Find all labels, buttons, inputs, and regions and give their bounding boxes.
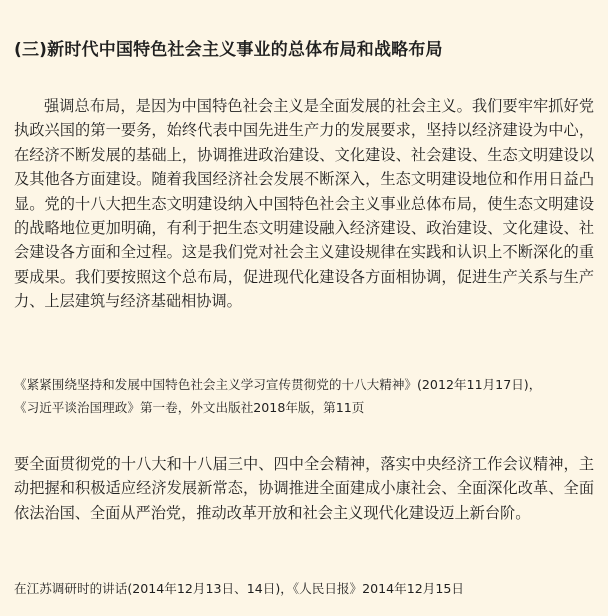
- first-citation-line1: 《紧紧围绕坚持和发展中国特色社会主义学习宣传贯彻党的十八大精神》(2012年11月17日)，: [14, 377, 542, 392]
- second-paragraph: 要全面贯彻党的十八大和十八届三中、四中全会精神，落实中央经济工作会议精神，主动把握和积极适应经济发展新常态，协调推进全面建成小康社会、全面深化改革、全面依法治国、全面从严治党，推动改革开放和社会主义现代化建设迈上新台阶。: [14, 455, 594, 522]
- main-paragraph: 强调总布局，是因为中国特色社会主义是全面发展的社会主义。我们要牢牢抓好党执政兴国的第一要务，始终代表中国先进生产力的发展要求，坚持以经济建设为中心，在经济不断发展的基础上，协调推进政治建设、文化建设、社会建设、生态文明建设以及其他各方面建设。随着我国经济社会发展不断深入，生态文明建设地位和作用日益凸显。党的十八大把生态文明建设纳入中国特色社会主义事业总体布局，使生态文明建设的战略地位更加明确，有利于把生态文明建设融入经济建设、政治建设、文化建设、社会建设各方面和全过程。这是我们党对社会主义建设规律在实践和认识上不断深化的重要成果。我们要按照这个总布局，促进现代化建设各方面相协调，促进生产关系与生产力、上层建筑与经济基础相协调。: [14, 97, 594, 311]
- second-citation: 在江苏调研时的讲话(2014年12月13日、14日)，《人民日报》2014年12月15日: [14, 581, 465, 596]
- first-citation-line2: 《习近平谈治国理政》第一卷，外文出版社2018年版，第11页: [14, 400, 365, 415]
- first-citation: [14, 373, 598, 419]
- section-title: (三)新时代中国特色社会主义事业的总体布局和战略布局: [14, 40, 443, 60]
